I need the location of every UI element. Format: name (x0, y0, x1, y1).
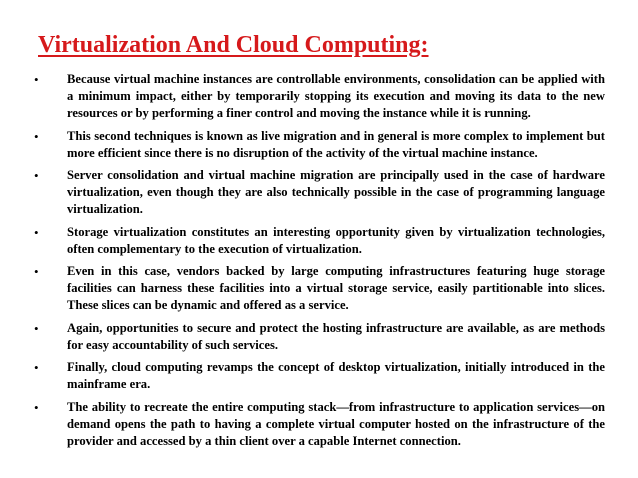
bullet-item (0, 263, 638, 314)
slide-title: Virtualization And Cloud Computing: (38, 32, 429, 58)
bullet-item (0, 167, 638, 218)
bullet-text: Because virtual machine instances are controllable environments, consolidation can be applied with a minimum impact, either by temporarily stopping its execution and moving its data to the new resources or by performing a finer control and moving the instance while it is running. (67, 72, 605, 120)
bullet-list (0, 71, 638, 455)
bullet-text: Storage virtualization constitutes an interesting opportunity given by virtualization technologies, often complementary to the execution of virtualization. (67, 224, 605, 256)
bullet-icon: • (34, 128, 39, 144)
bullet-text: Again, opportunities to secure and protect the hosting infrastructure are available, as are methods for easy accountability of such services. (67, 320, 605, 352)
bullet-text: Finally, cloud computing revamps the concept of desktop virtualization, initially introduced in the mainframe era. (67, 360, 605, 391)
bullet-text: This second techniques is known as live migration and in general is more complex to implement but more efficient since there is no disruption of the activity of the virtual machine instance. (67, 128, 605, 160)
bullet-item (0, 320, 638, 354)
bullet-icon: • (34, 224, 39, 240)
bullet-text: Even in this case, vendors backed by large computing infrastructures featuring huge storage facilities can harness these facilities into a virtual storage service, easily partitionable into slices. These slices can be dynamic and offered as a service. (67, 264, 605, 312)
bullet-item (0, 224, 638, 258)
bullet-text: The ability to recreate the entire computing stack—from infrastructure to application services—on demand opens the path to having a complete virtual computer hosted on the infrastructure of the provider and accessed by a thin client over a capable Internet connection. (67, 399, 605, 448)
bullet-icon: • (34, 72, 39, 87)
bullet-item (0, 359, 638, 393)
bullet-icon: • (34, 360, 39, 375)
bullet-item (0, 71, 638, 122)
bullet-icon: • (34, 320, 39, 336)
bullet-text: Server consolidation and virtual machine migration are principally used in the case of hardware virtualization, even though they are also technically possible in the case of programming language virtualization. (67, 168, 605, 216)
bullet-icon: • (34, 399, 39, 415)
bullet-icon: • (34, 264, 39, 279)
bullet-item (0, 128, 638, 162)
bullet-icon: • (34, 168, 39, 183)
bullet-item (0, 399, 638, 450)
